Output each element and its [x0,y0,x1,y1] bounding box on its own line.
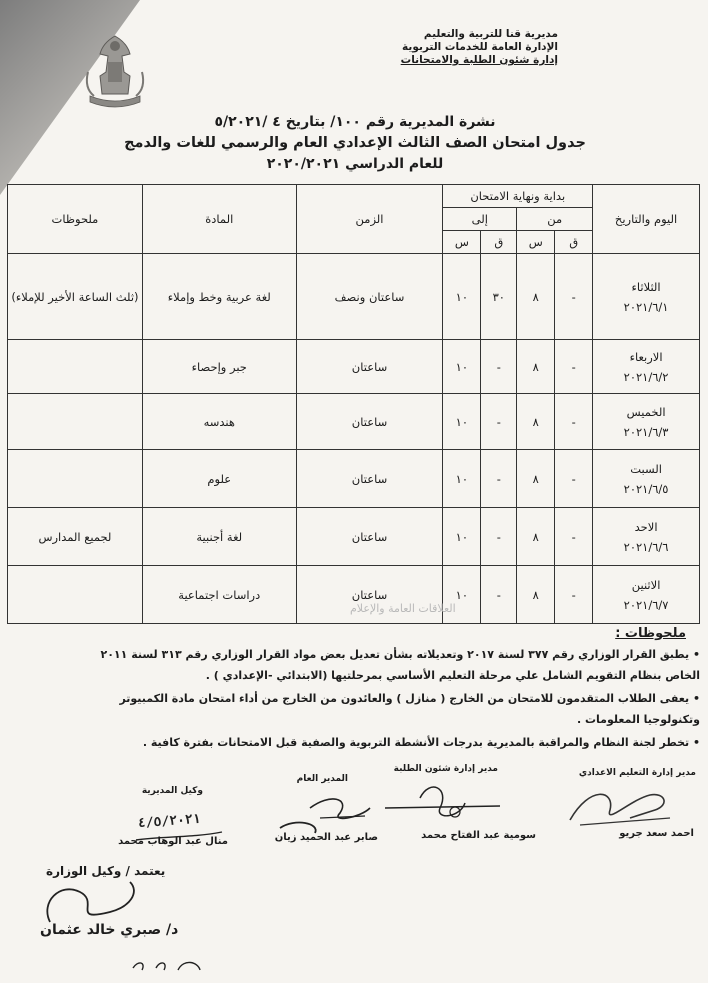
subject-cell: لغة عربية وخط وإملاء [142,254,296,340]
table-row [8,508,700,566]
from-q-cell: - [555,566,593,624]
header-subject: المادة [142,185,296,254]
to-q-cell: - [481,450,517,508]
subject-cell: هندسه [142,394,296,450]
duration-cell: ساعتان [296,450,443,508]
signer-name-2: سومية عبد الفتاح محمد [421,830,536,841]
table-row [8,254,700,340]
subject-cell: دراسات اجتماعية [142,566,296,624]
note-cell [8,450,143,508]
signer-name-1: احمد سعد جريو [619,828,694,839]
note-line-1: • يطبق القرار الوزاري رقم ٣٧٧ لسنة ٢٠١٧ وتعديلاته بشأن تعديل بعض مواد القرار الوزاري رقم ٣١٣ لسنة ٢٠١١ [100,648,700,661]
academic-year: للعام الدراسي ٢٠٢٠/٢٠٢١ [266,156,444,172]
note-line-2: الخاص بنظام التقويم الشامل علي مرحلة التعليم الأساسي بمرحلتيها (الابتدائي -الإعدادي ) . [205,669,700,682]
handwritten-date: ٤/٥/٢٠٢١ [137,811,202,832]
from-q-cell: - [555,508,593,566]
signer-title-1: مدير إدارة التعليم الاعدادي [578,768,696,778]
to-q-cell: - [481,394,517,450]
from-s-cell: ٨ [517,394,555,450]
emblem-logo-icon [82,32,148,114]
to-s-cell: ١٠ [443,508,481,566]
approval-label: يعتمد / وكيل الوزارة [46,864,166,878]
to-s-cell: ١٠ [443,394,481,450]
to-s-cell: ١٠ [443,340,481,394]
signature-3-scribble-icon [270,788,380,838]
day-date-cell: السبت ٢٠٢١/٦/٥ [593,450,700,508]
signer-title-2: مدير إدارة شئون الطلبة [393,764,498,774]
header-duration: الزمن [296,185,443,254]
note-cell [8,340,143,394]
duration-cell: ساعتان [296,340,443,394]
subject-cell: لغة أجنبية [142,508,296,566]
table-row [8,450,700,508]
signer-name-3: صابر عبد الحميد زيان [274,832,378,843]
from-s-cell: ٨ [517,508,555,566]
subject-cell: جبر وإحصاء [142,340,296,394]
from-s-cell: ٨ [517,450,555,508]
notes-section [10,626,700,754]
from-q-cell: - [555,450,593,508]
org-line-3: إدارة شئون الطلبة والامتحانات [400,54,558,66]
duration-cell: ساعتان [296,508,443,566]
faint-stamp-text: العلاقات العامة والإعلام [350,602,456,615]
note-cell [8,566,143,624]
bulletin-number: نشرة المديرية رقم ١٠٠/ بتاريخ ٤ /٥/٢٠٢١ [214,114,496,130]
from-s-cell: ٨ [517,566,555,624]
header-notes: ملحوظات [8,185,143,254]
day-date-cell: الثلاثاء ٢٠٢١/٦/١ [593,254,700,340]
org-line-1: مديرية قنا للتربية والتعليم [423,28,558,40]
document-title-block [120,112,590,174]
exam-schedule-table [7,184,700,624]
approval-name: د/ صبري خالد عثمان [40,922,179,938]
day-date-cell: الاثنين ٢٠٢١/٦/٧ [593,566,700,624]
to-q-cell: ٣٠ [481,254,517,340]
header-day-date: اليوم والتاريخ [593,185,700,254]
from-q-cell: - [555,394,593,450]
duration-cell: ساعتان ونصف [296,254,443,340]
from-q-cell: - [555,254,593,340]
day-date-cell: الاربعاء ٢٠٢١/٦/٢ [593,340,700,394]
duration-cell: ساعتان [296,394,443,450]
note-cell [8,394,143,450]
signer-title-3: المدير العام [296,774,348,784]
note-line-3: • يعفى الطلاب المتقدمون للامتحان من الخارج ( منازل ) والعائدون من الخارج من أداء امتحان مادة الكمبيوتر [119,692,700,705]
table-row [8,394,700,450]
day-date-cell: الخميس ٢٠٢١/٦/٣ [593,394,700,450]
to-s-cell: ١٠ [443,450,481,508]
schedule-title: جدول امتحان الصف الثالث الإعدادي العام والرسمي للغات والدمج [124,135,586,151]
from-q-cell: - [555,340,593,394]
header-to-q: ق [481,231,517,254]
header-start-end: بداية ونهاية الامتحان [443,185,593,208]
signer-title-4: وكيل المديرية [141,786,203,796]
from-s-cell: ٨ [517,340,555,394]
note-line-4: وتكنولوجيا المعلومات . [576,713,700,726]
notes-heading: ملحوظات : [615,626,686,641]
to-q-cell: - [481,508,517,566]
header-to: إلى [443,208,517,231]
signer-name-4: منال عبد الوهاب محمد [118,836,228,847]
note-cell: (ثلث الساعة الأخير للإملاء) [8,254,143,340]
to-s-cell: ١٠ [443,566,481,624]
to-q-cell: - [481,566,517,624]
signatures-section [0,760,708,983]
from-s-cell: ٨ [517,254,555,340]
org-line-2: الإدارة العامة للخدمات التربوية [402,41,558,53]
header-from: من [517,208,593,231]
note-cell: لجميع المدارس [8,508,143,566]
organization-header [368,28,558,67]
header-to-s: س [443,231,481,254]
signature-2-scribble-icon [380,778,510,828]
subject-cell: علوم [142,450,296,508]
header-from-s: س [517,231,555,254]
day-date-cell: الاحد ٢٠٢١/٦/٦ [593,508,700,566]
duration-cell: ساعتان [296,566,443,624]
to-s-cell: ١٠ [443,254,481,340]
table-row [8,340,700,394]
signature-1-scribble-icon [560,780,680,830]
initials-scribble-icon [128,956,208,976]
header-from-q: ق [555,231,593,254]
note-line-5: • تخطر لجنة النظام والمراقبة بالمديرية بدرجات الأنشطة التربوية والصفية قبل الامتحانات بفترة كافية . [142,736,700,749]
to-q-cell: - [481,340,517,394]
